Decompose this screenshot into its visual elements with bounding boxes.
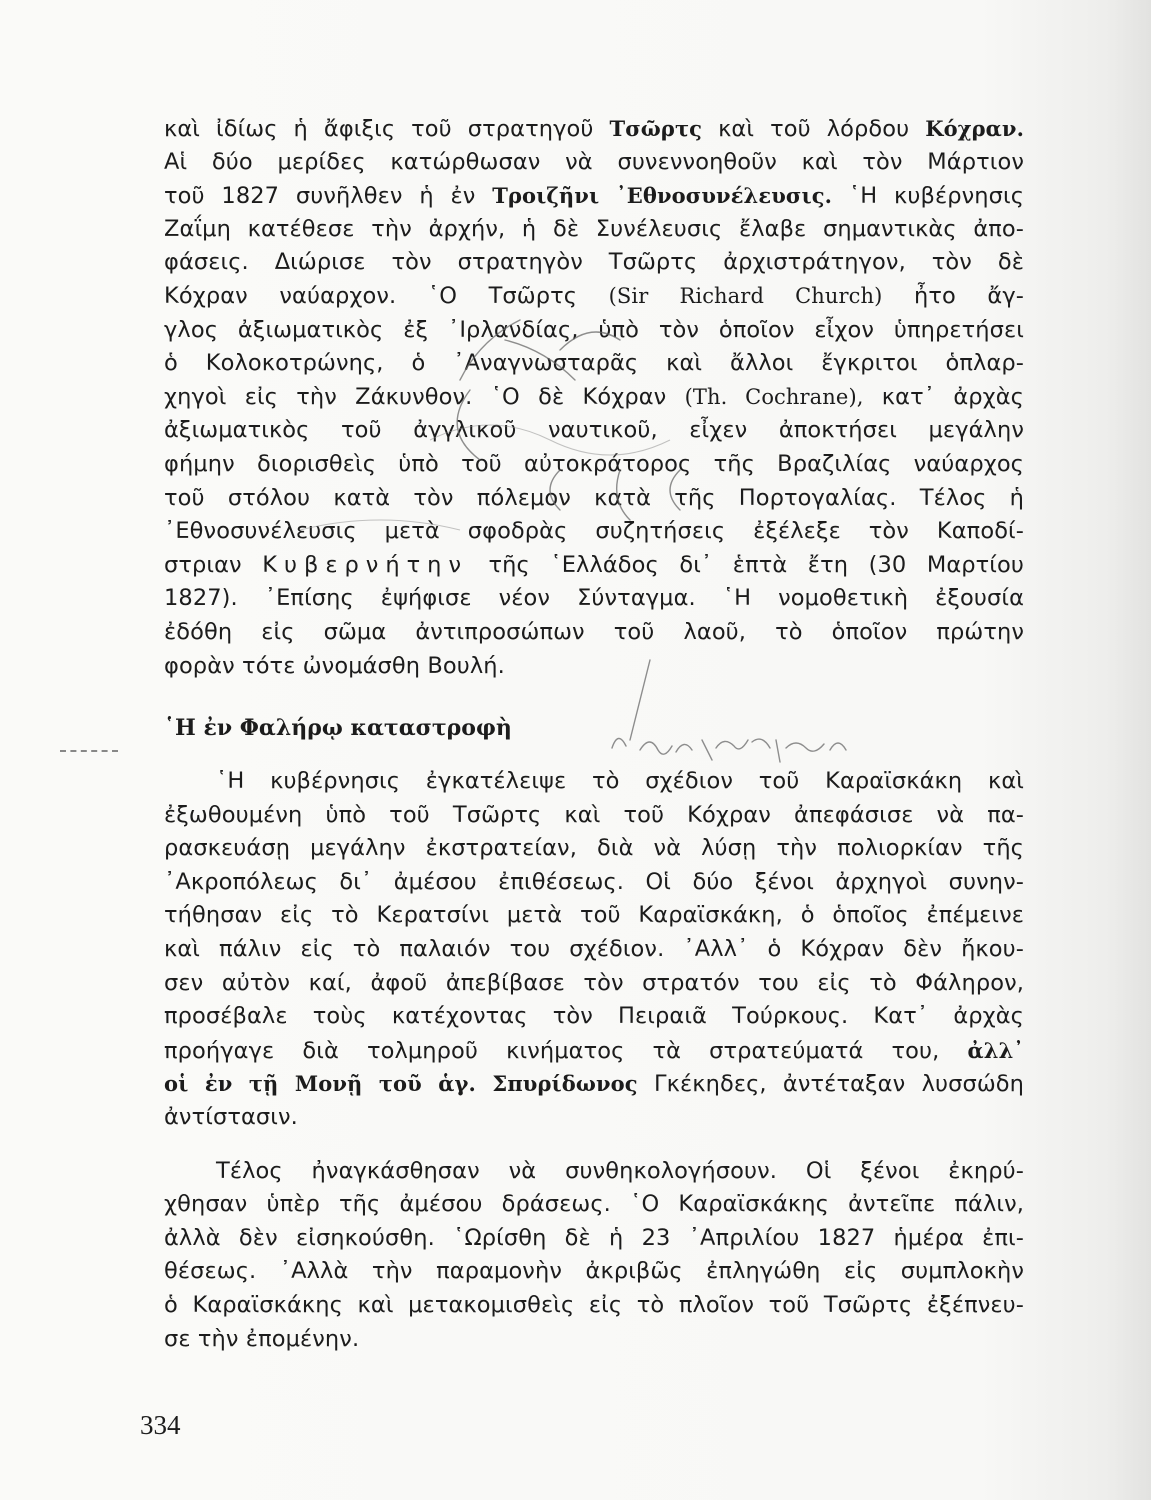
- text-run: φάσεις. Διώρισε τὸν στρατηγὸν Τσῶρτς ἀρχιστράτηγον, τὸν δὲ: [164, 249, 1024, 276]
- text-run: ἦτο ἄγ-: [882, 282, 1024, 309]
- text-run: χθησαν ὑπὲρ τῆς ἀμέσου δράσεως. ῾Ο Καραϊσκάκης ἀντεῖπε πάλιν,: [164, 1191, 1024, 1218]
- text-run: ἐδόθη εἰς σῶμα ἀντιπροσώπων τοῦ λαοῦ, τὸ ὁποῖον πρώτην: [164, 618, 1024, 645]
- text-line: [164, 381, 1024, 415]
- text-line: [164, 832, 1024, 866]
- text-run: σεν αὐτὸν καί, ἀφοῦ ἀπεβίβασε τὸν στρατόν του εἰς τὸ Φάληρον,: [164, 969, 1024, 996]
- text-line: [164, 1188, 1024, 1222]
- text-run: Αἱ δύο μερίδες κατώρθωσαν νὰ συνεννοηθοῦν καὶ τὸν Μάρτιον: [164, 148, 1024, 175]
- text-line: [164, 582, 1024, 616]
- text-line: [164, 448, 1024, 482]
- text-line: [164, 899, 1024, 933]
- text-run: ῾Η κυβέρνησις: [832, 183, 1025, 210]
- text-run: Γκέκηδες, ἀντέταξαν λυσσώδη: [637, 1071, 1024, 1098]
- text-run: ᾿Ακροπόλεως δι᾿ ἀμέσου ἐπιθέσεως. Οἱ δύο ξένοι ἀρχηγοὶ συνην-: [164, 868, 1024, 895]
- text-line: [164, 1222, 1024, 1256]
- text-line: [164, 179, 1024, 213]
- text-run: σε τὴν ἐπομένην.: [164, 1325, 360, 1352]
- bold-text: Κόχραν.: [925, 116, 1024, 141]
- text-line: [164, 933, 1024, 967]
- text-run: καὶ τοῦ λόρδου: [702, 116, 926, 142]
- text-run: φήμην διορισθεὶς ὑπὸ τοῦ αὐτοκράτορος τῆς Βραζιλίας ναύαρχος: [164, 450, 1024, 477]
- text-run: τήθησαν εἰς τὸ Κερατσίνι μετὰ τοῦ Καραϊσκάκη, ὁ ὁποῖος ἐπέμεινε: [164, 902, 1024, 929]
- text-run: φορὰν τότε ὠνομάσθη Βουλή.: [164, 652, 505, 679]
- spaced-emphasis-text: Κυβερνήτην: [262, 551, 469, 578]
- text-line: [164, 482, 1024, 516]
- text-run: Κόχραν ναύαρχον. ῾Ο Τσῶρτς: [164, 282, 609, 309]
- paragraph-2: [164, 765, 1024, 1135]
- text-line: [164, 616, 1024, 650]
- page-number: 334: [140, 1410, 181, 1440]
- text-line: [164, 246, 1024, 280]
- bold-text: Τσῶρτς: [609, 116, 703, 141]
- text-run: Τέλος ἠναγκάσθησαν νὰ συνθηκολογήσουν. Οἱ ξένοι ἐκηρύ-: [216, 1157, 1024, 1184]
- text-line: [164, 799, 1024, 833]
- text-run: ρασκευάσῃ μεγάλην ἐκστρατείαν, διὰ νὰ λύσῃ τὴν πολιορκίαν τῆς: [164, 835, 1024, 862]
- text-line: [164, 866, 1024, 900]
- margin-pencil-dash: [60, 750, 118, 752]
- text-run: ἐξωθουμένη ὑπὸ τοῦ Τσῶρτς καὶ τοῦ Κόχραν ἀπεφάσισε νὰ πα-: [164, 801, 1024, 828]
- paragraph-3: [164, 1155, 1024, 1357]
- text-run: ἀντίστασιν.: [164, 1104, 298, 1131]
- text-line: [164, 1255, 1024, 1289]
- text-line: [164, 213, 1024, 247]
- text-line: [164, 1289, 1024, 1323]
- text-line: [164, 112, 1024, 146]
- text-run: γλος ἀξιωματικὸς ἐξ ᾿Ιρλανδίας, ὑπὸ τὸν ὁποῖον εἶχον ὑπηρετήσει: [164, 316, 1024, 343]
- text-line: [164, 1000, 1024, 1034]
- text-run: τῆς ῾Ελλάδος δι᾿ ἑπτὰ ἔτη (30 Μαρτίου: [468, 551, 1024, 578]
- text-run: ὁ Καραϊσκάκης καὶ μετακομισθεὶς εἰς τὸ πλοῖον τοῦ Τσῶρτς ἐξέπνευ-: [164, 1292, 1024, 1318]
- text-line: [164, 515, 1024, 549]
- text-line: [164, 347, 1024, 381]
- paragraph-1: [164, 112, 1024, 683]
- bold-text: οἱ ἐν τῇ Μονῇ τοῦ ἁγ. Σπυρίδωνος: [164, 1071, 638, 1097]
- text-line: [164, 146, 1024, 180]
- latin-text: (Th. Cochrane),: [684, 384, 864, 409]
- text-run: καὶ πάλιν εἰς τὸ παλαιόν του σχέδιον. ᾿Αλλ᾿ ὁ Κόχραν δὲν ἤκου-: [164, 936, 1024, 963]
- text-run: χηγοὶ εἰς τὴν Ζάκυνθον. ῾Ο δὲ Κόχραν: [164, 383, 685, 410]
- text-run: θέσεως. ᾿Αλλὰ τὴν παραμονὴν ἀκριβῶς ἐπληγώθη εἰς συμπλοκὴν: [164, 1258, 1024, 1285]
- latin-text: (Sir Richard Church): [608, 283, 883, 308]
- text-run: 1827). ᾿Επίσης ἐψήφισε νέον Σύνταγμα. ῾Η νομοθετικὴ ἐξουσία: [164, 585, 1024, 612]
- text-run: τοῦ 1827 συνῆλθεν ἡ ἐν: [164, 183, 493, 210]
- text-line: [164, 1034, 1024, 1068]
- text-line: [164, 280, 1024, 314]
- text-line: [164, 1155, 1024, 1189]
- text-run: προήγαγε διὰ τολμηροῦ κινήματος τὰ στρατεύματά του,: [164, 1037, 968, 1064]
- text-run: καὶ ἰδίως ἡ ἄφιξις τοῦ στρατηγοῦ: [164, 116, 610, 142]
- text-line: [164, 1067, 1024, 1101]
- text-run: τοῦ στόλου κατὰ τὸν πόλεμον κατὰ τῆς Πορτογαλίας. Τέλος ἡ: [164, 484, 1024, 511]
- bold-text: Τροιζῆνι ᾿Εθνοσυνέλευσις.: [492, 183, 833, 209]
- text-line: [164, 765, 1024, 799]
- text-run: προσέβαλε τοὺς κατέχοντας τὸν Πειραιᾶ Τούρκους. Κατ᾿ ἀρχὰς: [164, 1003, 1024, 1030]
- text-line: [164, 314, 1024, 348]
- text-line: [164, 1323, 1024, 1357]
- text-run: ᾿Εθνοσυνέλευσις μετὰ σφοδρὰς συζητήσεις ἐξέλεξε τὸν Καποδί-: [164, 518, 1024, 545]
- section-heading: ῾Η ἐν Φαλήρῳ καταστροφὴ: [164, 715, 512, 742]
- text-block: [164, 112, 1024, 1356]
- text-line: [164, 650, 1024, 684]
- text-line: [164, 1101, 1024, 1135]
- text-run: ἀλλὰ δὲν εἰσηκούσθη. ῾Ωρίσθη δὲ ἡ 23 ᾿Απριλίου 1827 ἡμέρα ἐπι-: [164, 1224, 1024, 1251]
- text-line: [164, 414, 1024, 448]
- text-run: Ζαΐμη κατέθεσε τὴν ἀρχήν, ἡ δὲ Συνέλευσις ἔλαβε σημαντικὰς ἀπο-: [164, 215, 1024, 242]
- text-run: κατ᾿ ἀρχὰς: [863, 383, 1024, 410]
- text-run: ῾Η κυβέρνησις ἐγκατέλειψε τὸ σχέδιον τοῦ Καραϊσκάκη καὶ: [216, 768, 1024, 795]
- text-run: ἀξιωματικὸς τοῦ ἀγγλικοῦ ναυτικοῦ, εἶχεν ἀποκτήσει μεγάλην: [164, 417, 1024, 444]
- text-run: στριαν: [164, 551, 263, 578]
- bold-text: ἀλλ᾿: [967, 1037, 1024, 1063]
- text-line: [164, 549, 1024, 583]
- text-line: [164, 967, 1024, 1001]
- text-run: ὁ Κολοκοτρώνης, ὁ ᾿Αναγνωσταρᾶς καὶ ἄλλοι ἔγκριτοι ὁπλαρ-: [164, 350, 1024, 377]
